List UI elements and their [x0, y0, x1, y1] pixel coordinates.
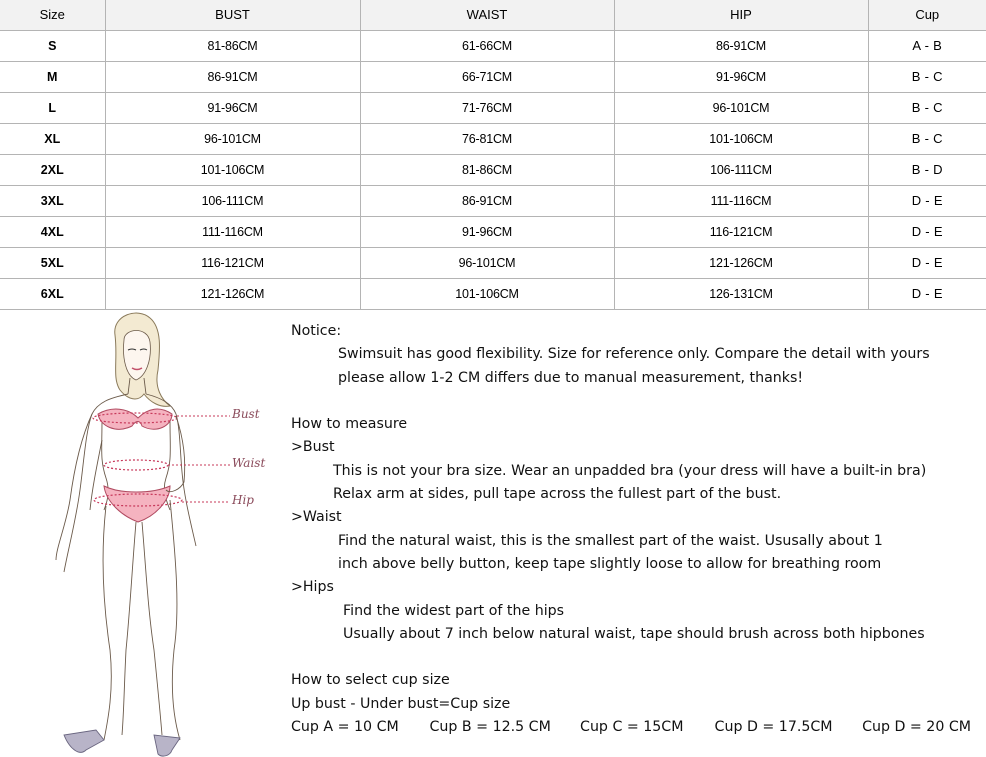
body-measurement-figure	[20, 310, 275, 757]
size-cell: 5XL	[0, 247, 105, 278]
notice-title: Notice:	[291, 323, 342, 339]
table-row	[0, 61, 986, 92]
hips-instruction: Usually about 7 inch below natural waist, tape should brush across both hipbones	[343, 625, 925, 642]
bust-instruction: This is not your bra size. Wear an unpadded bra (your dress will have a built-in bra)	[333, 462, 927, 479]
table-body	[0, 30, 986, 309]
cup-select-title: How to select cup size	[291, 672, 450, 689]
size-cell: M	[0, 61, 105, 92]
waist-cell: 81-86CM	[360, 154, 614, 185]
bust-cell: 91-96CM	[105, 92, 360, 123]
size-cell: XL	[0, 123, 105, 154]
table-row	[0, 247, 986, 278]
hip-cell: 106-111CM	[614, 154, 868, 185]
cup-size-item: Cup D = 17.5CM	[714, 719, 833, 736]
size-cell: 4XL	[0, 216, 105, 247]
bust-heading: >Bust	[291, 439, 335, 456]
waist-cell: 61-66CM	[360, 30, 614, 61]
header-size: Size	[0, 0, 105, 30]
table-row	[0, 92, 986, 123]
bust-cell: 81-86CM	[105, 30, 360, 61]
table-row	[0, 123, 986, 154]
waist-cell: 66-71CM	[360, 61, 614, 92]
waist-cell: 86-91CM	[360, 185, 614, 216]
notice-line: please allow 1-2 CM differs due to manual measurement, thanks!	[338, 369, 804, 386]
waist-cell: 96-101CM	[360, 247, 614, 278]
hip-cell: 96-101CM	[614, 92, 868, 123]
table-row	[0, 30, 986, 61]
bust-instruction: Relax arm at sides, pull tape across the fullest part of the bust.	[333, 486, 782, 503]
cup-cell: A - B	[868, 30, 986, 61]
how-to-measure-title: How to measure	[291, 416, 408, 433]
cup-cell: D - E	[868, 185, 986, 216]
hip-cell: 86-91CM	[614, 30, 868, 61]
bust-cell: 111-116CM	[105, 216, 360, 247]
cup-size-item: Cup D = 20 CM	[862, 719, 972, 736]
hip-cell: 121-126CM	[614, 247, 868, 278]
waist-cell: 101-106CM	[360, 278, 614, 309]
bust-cell: 86-91CM	[105, 61, 360, 92]
table-row	[0, 216, 986, 247]
size-cell: S	[0, 30, 105, 61]
header-bust: BUST	[105, 0, 360, 30]
waist-instruction: inch above belly button, keep tape slightly loose to allow for breathing room	[338, 555, 882, 572]
header-hip: HIP	[614, 0, 868, 30]
cup-cell: D - E	[868, 216, 986, 247]
hips-instruction: Find the widest part of the hips	[343, 602, 565, 619]
cup-cell: D - E	[868, 278, 986, 309]
cup-size-list	[291, 716, 981, 739]
measurement-notes	[291, 320, 981, 739]
cup-size-item: Cup B = 12.5 CM	[429, 719, 551, 736]
size-chart-table	[0, 0, 986, 310]
bust-label: Bust	[232, 407, 260, 421]
waist-instruction: Find the natural waist, this is the smallest part of the waist. Ususally about 1	[338, 532, 883, 549]
notice-line: Swimsuit has good flexibility. Size for reference only. Compare the detail with yours	[338, 346, 930, 363]
woman-illustration	[20, 310, 275, 757]
size-cell: 6XL	[0, 278, 105, 309]
waist-cell: 91-96CM	[360, 216, 614, 247]
hip-label: Hip	[232, 493, 254, 507]
header-waist: WAIST	[360, 0, 614, 30]
table-row	[0, 278, 986, 309]
hip-cell: 91-96CM	[614, 61, 868, 92]
cup-cell: B - D	[868, 154, 986, 185]
waist-cell: 76-81CM	[360, 123, 614, 154]
size-cell: L	[0, 92, 105, 123]
bust-cell: 106-111CM	[105, 185, 360, 216]
header-cup: Cup	[868, 0, 986, 30]
table-row	[0, 185, 986, 216]
hip-cell: 116-121CM	[614, 216, 868, 247]
size-cell: 3XL	[0, 185, 105, 216]
hips-heading: >Hips	[291, 579, 334, 596]
bust-cell: 96-101CM	[105, 123, 360, 154]
cup-cell: B - C	[868, 92, 986, 123]
bust-cell: 116-121CM	[105, 247, 360, 278]
size-cell: 2XL	[0, 154, 105, 185]
cup-cell: D - E	[868, 247, 986, 278]
cup-size-item: Cup A = 10 CM	[291, 719, 399, 736]
hip-cell: 111-116CM	[614, 185, 868, 216]
bust-cell: 121-126CM	[105, 278, 360, 309]
bust-cell: 101-106CM	[105, 154, 360, 185]
cup-formula: Up bust - Under bust=Cup size	[291, 695, 511, 712]
table-row	[0, 154, 986, 185]
hip-cell: 126-131CM	[614, 278, 868, 309]
cup-size-item: Cup C = 15CM	[580, 719, 684, 736]
cup-cell: B - C	[868, 61, 986, 92]
table-header-row	[0, 0, 986, 30]
waist-label: Waist	[232, 456, 266, 470]
cup-cell: B - C	[868, 123, 986, 154]
hip-cell: 101-106CM	[614, 123, 868, 154]
waist-cell: 71-76CM	[360, 92, 614, 123]
waist-heading: >Waist	[291, 509, 342, 526]
